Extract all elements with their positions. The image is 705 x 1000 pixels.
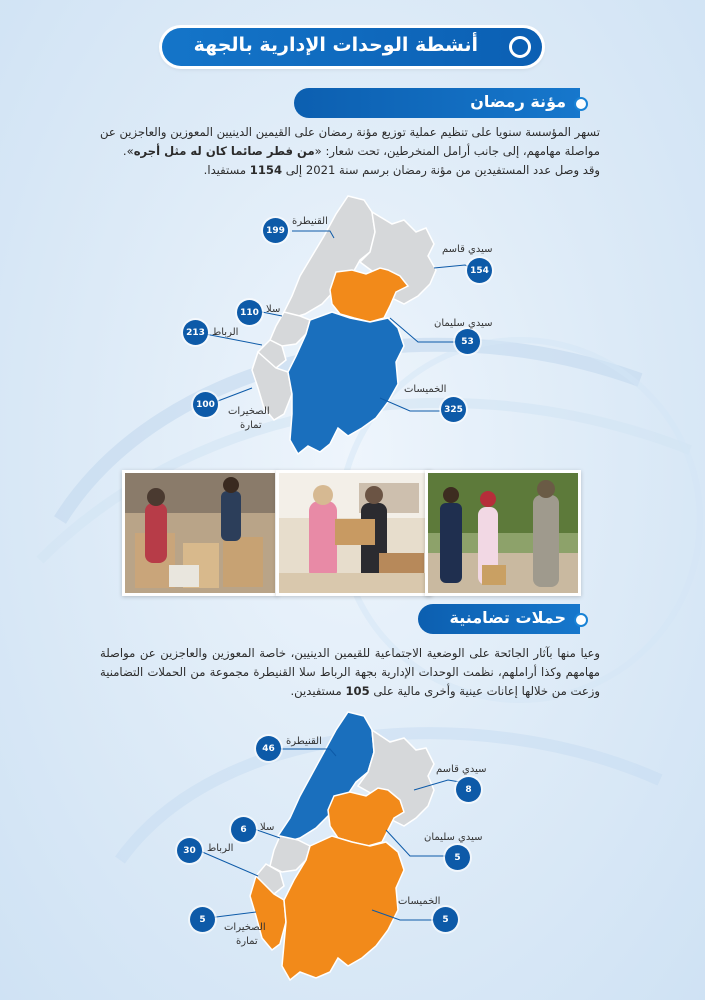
map1-label-khemisset: الخميسات — [404, 384, 447, 395]
map1-label-skhirat: الصخيرات — [228, 406, 270, 417]
map1-badge-kenitra: 199 — [263, 218, 288, 243]
map2-badge-khemisset: 5 — [433, 907, 458, 932]
ramadan-text-end: ». — [122, 144, 134, 158]
map1-label-sidi-slimane: سيدي سليمان — [434, 318, 493, 329]
map1-badge-sidi-kacem: 154 — [467, 258, 492, 283]
map2-label-kenitra: القنيطرة — [286, 736, 322, 747]
map1-badge-skhirat: 100 — [193, 392, 218, 417]
map2-label-sidi-slimane: سيدي سليمان — [424, 832, 483, 843]
map2-label-temara: تمارة — [236, 936, 258, 947]
ramadan-count-suffix: مستفيدا. — [203, 163, 250, 177]
map1-badge-sale: 110 — [237, 300, 262, 325]
map2-badge-rabat: 30 — [177, 838, 202, 863]
map2-label-khemisset: الخميسات — [398, 896, 441, 907]
map1-badge-khemisset: 325 — [441, 397, 466, 422]
map2-badge-skhirat: 5 — [190, 907, 215, 932]
map1-badge-sidi-slimane: 53 — [455, 329, 480, 354]
solidarity-count-suffix: مستفيدين. — [290, 684, 346, 698]
map1-label-temara: تمارة — [240, 420, 262, 431]
map2-badge-sidi-kacem: 8 — [456, 777, 481, 802]
map2-label-skhirat: الصخيرات — [224, 922, 266, 933]
map1-label-rabat: الرباط — [212, 327, 239, 338]
solidarity-text: وعيا منها بآثار الجائحة على الوضعية الاجتماعية للقيمين الدينيين، خاصة المعوزين والعاجزين عن مواصلة مهامهم وكذا أراملهم، نظمت الوحدات الإدارية بجهة الرباط سلا القنيطرة مجموعة من الحملات التضامنية وزعت من خلالها إعانات عينية وأخرى مالية على — [100, 646, 600, 698]
ramadan-slogan: من فطر صائما كان له مثل أجره — [133, 144, 315, 158]
map1-label-sale: سلا — [266, 304, 281, 315]
map2-label-sidi-kacem: سيدي قاسم — [436, 764, 487, 775]
ramadan-count-value: 1154 — [249, 163, 283, 177]
map1-label-kenitra: القنيطرة — [292, 216, 328, 227]
solidarity-count-value: 105 — [345, 684, 370, 698]
ramadan-text: تسهر المؤسسة سنويا على تنظيم عملية توزيع مؤنة رمضان على القيمين الدينيين المعوزين والعاجزين عن مواصلة مهامهم، إلى جانب أرامل المنخرطين، تحت شعار: « — [100, 125, 600, 158]
ramadan-count-text: وقد وصل عدد المستفيدين من مؤنة رمضان برسم سنة 2021 إلى — [282, 163, 600, 177]
map2-badge-kenitra: 46 — [256, 736, 281, 761]
map2-badge-sidi-slimane: 5 — [445, 845, 470, 870]
map1-label-sidi-kacem: سيدي قاسم — [442, 244, 493, 255]
map2-label-sale: سلا — [260, 822, 275, 833]
map2-label-rabat: الرباط — [207, 843, 234, 854]
section-heading-label: مؤنة رمضان — [470, 92, 566, 111]
map2-badge-sale: 6 — [231, 817, 256, 842]
page-title: أنشطة الوحدات الإدارية بالجهة — [193, 34, 478, 56]
section-heading-label: حملات تضامنية — [449, 608, 566, 627]
map1-badge-rabat: 213 — [183, 320, 208, 345]
